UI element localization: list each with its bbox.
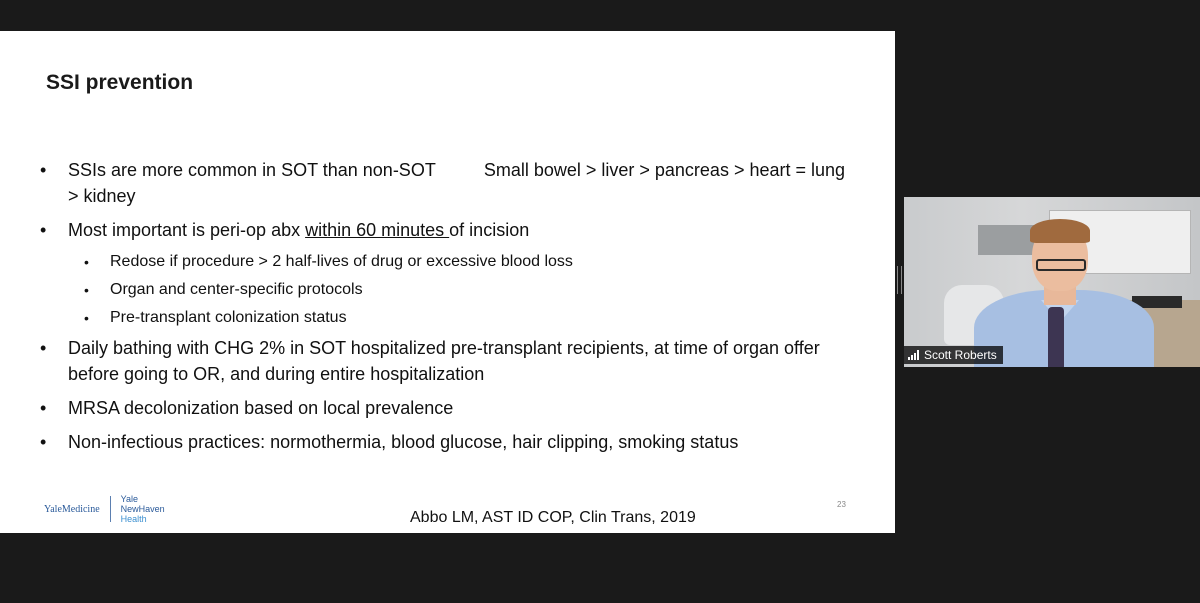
logo-line-newhaven: NewHaven [120, 504, 165, 514]
yale-logo [44, 494, 165, 524]
logo-divider [110, 496, 111, 522]
participant-video[interactable] [904, 197, 1200, 367]
logo-line-health: Health [120, 514, 147, 524]
bullet-ssi-common [40, 157, 860, 209]
sub-bullet-colonization: • Pre-transplant colonization status [40, 307, 860, 329]
resize-handle[interactable] [897, 266, 902, 294]
participant-name: Scott Roberts [924, 348, 997, 362]
bullet-periop-abx [40, 217, 860, 243]
slide-page-number: 23 [837, 500, 846, 509]
bullet-mrsa: • MRSA decolonization based on local prevalence [40, 395, 860, 421]
underlined-timing: within 60 minutes [305, 220, 450, 240]
bullet-non-infectious: • Non-infectious practices: normothermia, blood glucose, hair clipping, smoking status [40, 429, 860, 455]
bullet-abx-text: Most important is peri-op abx [68, 220, 306, 240]
yale-medicine-logo-text: YaleMedicine [44, 503, 100, 515]
video-person-glasses [1036, 259, 1086, 271]
bullet-ssi-text: SSIs are more common in SOT than non-SOT [68, 160, 436, 180]
signal-bars-icon [908, 350, 919, 360]
slide-citation: Abbo LM, AST ID COP, Clin Trans, 2019 [410, 509, 696, 526]
presentation-slide [0, 31, 895, 533]
bullet-chg-bathing: • Daily bathing with CHG 2% in SOT hospitalized pre-transplant recipients, at time of organ offer before going to OR, and during entire hospitalization [40, 335, 860, 387]
sub-bullet-redose: • Redose if procedure > 2 half-lives of drug or excessive blood loss [40, 251, 860, 273]
ynhh-logo-text [121, 494, 165, 524]
bullet-abx-tail: of incision [449, 220, 530, 240]
video-person-tie [1048, 307, 1064, 367]
sub-bullet-protocols: • Organ and center-specific protocols [40, 279, 860, 301]
organ-ranking-text: Small bowel > liver > pancreas > heart = lung > kidney [68, 160, 846, 206]
slide-title: SSI prevention [46, 71, 194, 94]
participant-name-tag [904, 346, 1003, 364]
bullet-list [40, 157, 860, 463]
logo-line-yale: Yale [120, 494, 138, 504]
video-person-hair [1030, 219, 1090, 243]
